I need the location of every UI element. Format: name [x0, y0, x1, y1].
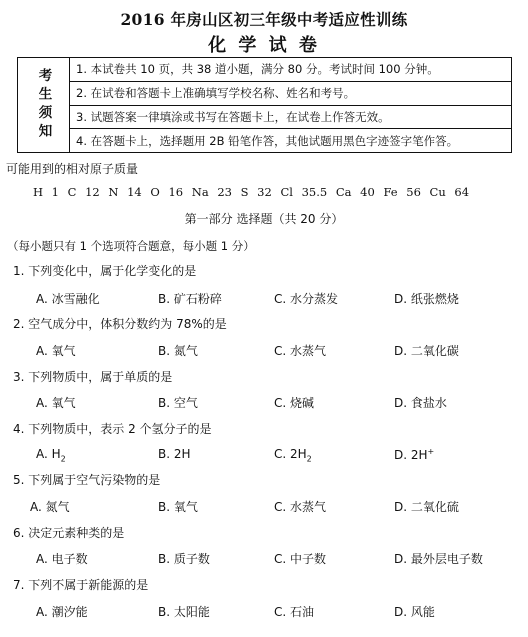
- question-stem: 7. 下列不属于新能源的是: [13, 578, 149, 592]
- option-d: D. 最外层电子数: [394, 552, 483, 566]
- subscript: 2: [60, 454, 66, 464]
- question-options: [0, 498, 528, 514]
- option-a: A. 氧气: [36, 396, 76, 410]
- question-options: [0, 394, 528, 410]
- option-c: C. 中子数: [274, 552, 327, 566]
- option-c: C. 水蒸气: [274, 500, 327, 514]
- option-a: A. 氧气: [36, 344, 76, 358]
- option-d: D. 风能: [394, 605, 435, 619]
- atomic-mass-heading: 可能用到的相对原子质量: [6, 162, 139, 176]
- option-b: B. 矿石粉碎: [158, 292, 222, 306]
- option-c: C. 烧碱: [274, 396, 315, 410]
- option-b: B. 质子数: [158, 552, 210, 566]
- option-a: A. 潮汐能: [36, 605, 88, 619]
- question-stem: 1. 下列变化中，属于化学变化的是: [13, 264, 197, 278]
- question-stem: 4. 下列物质中，表示 2 个氢分子的是: [13, 422, 212, 436]
- instructions-label: 考生须知: [35, 68, 52, 142]
- exam-title: 2016 年房山区初三年级中考适应性训练: [120, 10, 408, 29]
- superscript: +: [427, 447, 435, 456]
- instructions-list: [70, 58, 511, 152]
- option-c: [274, 447, 312, 463]
- subscript: 2: [306, 454, 312, 464]
- instructions-label-cell: [18, 58, 70, 152]
- option-d: D. 食盐水: [394, 396, 447, 410]
- question-stem: 6. 决定元素种类的是: [13, 526, 125, 540]
- question-stem: 2. 空气成分中，体积分数约为 78%的是: [13, 317, 227, 331]
- option-d: D. 二氧化碳: [394, 344, 459, 358]
- option-b: B. 氮气: [158, 344, 198, 358]
- option-a: A. 电子数: [36, 552, 88, 566]
- option-a: [36, 447, 66, 463]
- instruction-item: 2. 在试卷和答题卡上准确填写学校名称、姓名和考号。: [70, 81, 511, 105]
- option-a-text: A. H: [36, 447, 61, 461]
- question-stem: 3. 下列物质中，属于单质的是: [13, 370, 173, 384]
- instruction-item: 3. 试题答案一律填涂或书写在答题卡上，在试卷上作答无效。: [70, 105, 511, 129]
- instructions-box: [17, 57, 512, 153]
- option-b: B. 氧气: [158, 500, 198, 514]
- question-options: [0, 342, 528, 358]
- option-c: C. 水蒸气: [274, 344, 327, 358]
- option-c: C. 石油: [274, 605, 315, 619]
- option-a: A. 冰雪融化: [36, 292, 100, 306]
- atomic-mass-values: H 1 C 12 N 14 O 16 Na 23 S 32 Cl 35.5 Ca 40 Fe 56 Cu 64: [33, 185, 470, 199]
- option-a: A. 氮气: [30, 500, 70, 514]
- question-options: [0, 603, 528, 619]
- question-options: [0, 447, 528, 463]
- option-c-text: C. 2H: [274, 447, 307, 461]
- option-b: B. 空气: [158, 396, 198, 410]
- section-heading: 第一部分 选择题（共 20 分）: [184, 212, 344, 226]
- option-b: B. 2H: [158, 447, 191, 461]
- question-options: [0, 550, 528, 566]
- option-b: B. 太阳能: [158, 605, 210, 619]
- instruction-item: 1. 本试卷共 10 页，共 38 道小题，满分 80 分。考试时间 100 分钟。: [76, 62, 439, 77]
- instruction-item: 4. 在答题卡上，选择题用 2B 铅笔作答，其他试题用黑色字迹签字笔作答。: [70, 128, 511, 152]
- option-d: [394, 447, 434, 462]
- option-c: C. 水分蒸发: [274, 292, 339, 306]
- option-d-text: D. 2H: [394, 448, 428, 462]
- section-note: （每小题只有 1 个选项符合题意，每小题 1 分）: [7, 239, 255, 253]
- option-d: D. 二氧化硫: [394, 500, 459, 514]
- question-stem: 5. 下列属于空气污染物的是: [13, 473, 161, 487]
- question-options: [0, 290, 528, 306]
- option-d: D. 纸张燃烧: [394, 292, 459, 306]
- exam-subject: 化 学 试 卷: [208, 35, 320, 56]
